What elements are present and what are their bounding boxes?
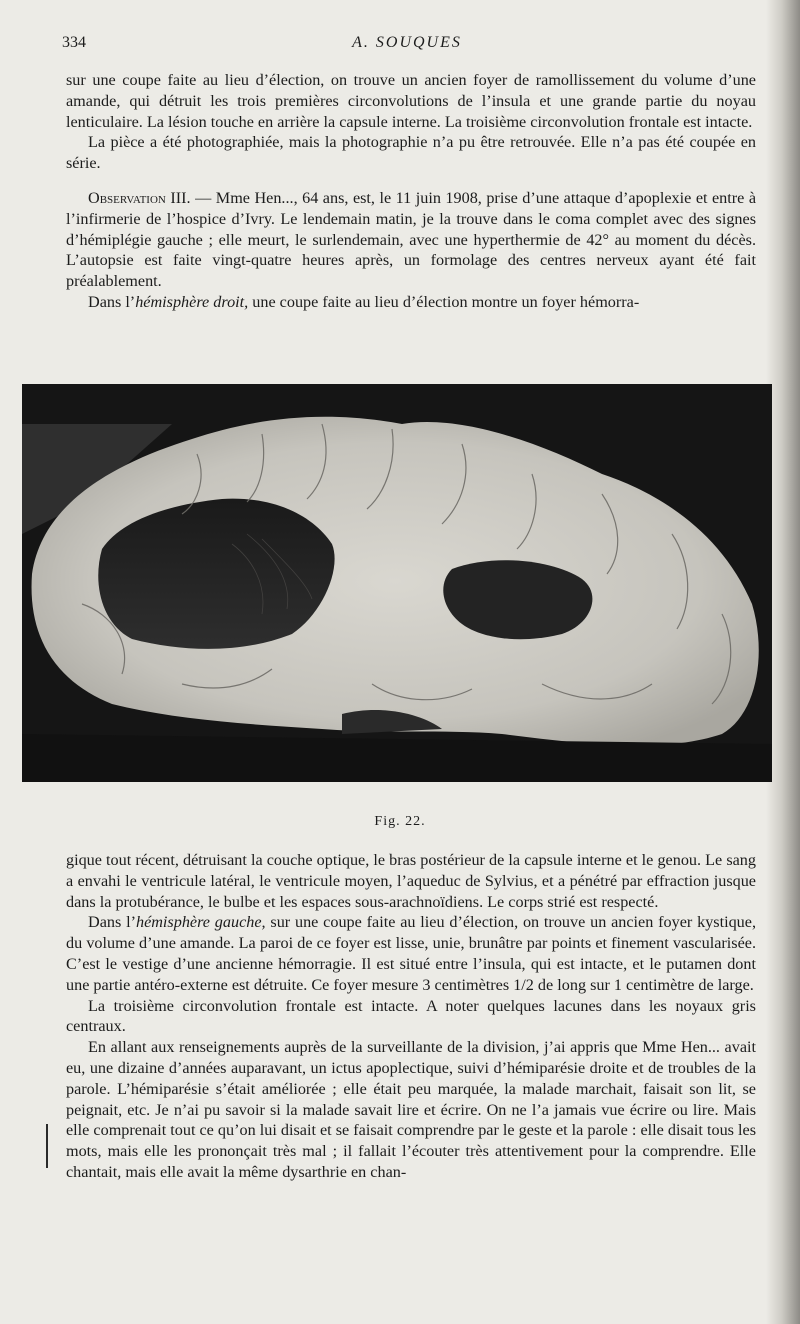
paragraph-right-hemisphere [66, 292, 756, 313]
italic-term: hémisphère gauche, [135, 913, 266, 932]
text-block-bottom [66, 850, 756, 1183]
observation-text: Mme Hen..., 64 ans, est, le 11 juin 1908, prise d’une attaque d’apoplexie et entre à l’infirmerie de l’hospice d’Ivry. Le lendemain matin, je la trouve dans le coma complet avec des signes d’hémiplégie gauche ; elle meurt, le surlendemain, avec une hyperthermie de 42° au moment du décès. L’autopsie est faite vingt-quatre heures après, un formolage des centres nerveux ayant été fait préalablement. [66, 188, 757, 291]
margin-mark [46, 1124, 48, 1168]
observation-label: Observation [88, 188, 166, 207]
paragraph: La pièce a été photographiée, mais la photographie n’a pu être retrouvée. Elle n’a pas été coupée en série. [66, 133, 756, 173]
observation-number: III. — [170, 188, 212, 207]
text-run: sur une coupe faite au lieu d’élection, on trouve un ancien foyer kystique, du volume d’une amande. La paroi de ce foyer est lisse, unie, brunâtre par points et finement vascularisée. C’est le vestige d’une ancienne hémorragie. Il est situé entre l’insula, qui est intacte, et le putamen dont une partie antéro-externe est détruite. Ce foyer mesure 3 centimètres 1/2 de long sur 1 centimètre de large. [66, 913, 757, 994]
brain-section-photograph [22, 384, 772, 782]
figure-caption: Fig. 22. [374, 814, 426, 829]
text-run: Dans l’ [88, 913, 136, 932]
paragraph: La troisième circonvolution frontale est intacte. A noter quelques lacunes dans les noyaux gris centraux. [66, 996, 756, 1036]
text-block-top [66, 70, 756, 313]
paragraph: gique tout récent, détruisant la couche optique, le bras postérieur de la capsule interne et le genou. Le sang a envahi le ventricule latéral, le ventricule moyen, l’aqueduc de Sylvius, et a pénétré par effraction jusque dans la protubérance, le bulbe et les espaces sous-arachnoïdiens. Le corps strié est respecté. [66, 851, 756, 911]
brain-section-image [22, 384, 772, 782]
text-run: Dans l’ [88, 292, 136, 311]
running-head: A. SOUQUES [352, 34, 462, 51]
text-run: une coupe faite au lieu d’élection montre un foyer hémorra- [248, 292, 640, 311]
italic-term: hémisphère droit, [135, 292, 249, 311]
paragraph: sur une coupe faite au lieu d’élection, on trouve un ancien foyer de ramollissement du volume d’une amande, qui détruit les trois premières circonvolutions de l’insula et une grande partie du noyau lenticulaire. La lésion touche en arrière la capsule interne. La troisième circonvolution frontale est intacte. [66, 71, 756, 131]
page-number: 334 [62, 34, 86, 51]
observation-paragraph [66, 188, 756, 292]
paragraph: En allant aux renseignements auprès de la surveillante de la division, j’ai appris que Mme Hen... avait eu, une dizaine d’années auparavant, un ictus apoplectique, suivi d’hémiparésie droite et de troubles de la parole. L’hémiparésie s’était améliorée ; elle était peu marquée, la malade marchait, faisait son lit, se peignait, etc. Je n’ai pu savoir si la malade savait lire et écrire. On ne l’a jamais vue écrire ou lire. Mais elle comprenait tout ce qu’on lui disait et se faisait comprendre par le geste et la parole : elle disait tous les mots, mais elle les prononçait très mal ; il fallait l’écouter très attentivement pour la comprendre. Elle chantait, mais elle avait la même dysarthrie en chan- [66, 1038, 756, 1181]
paragraph-left-hemisphere [66, 912, 756, 995]
page-header [62, 34, 752, 58]
